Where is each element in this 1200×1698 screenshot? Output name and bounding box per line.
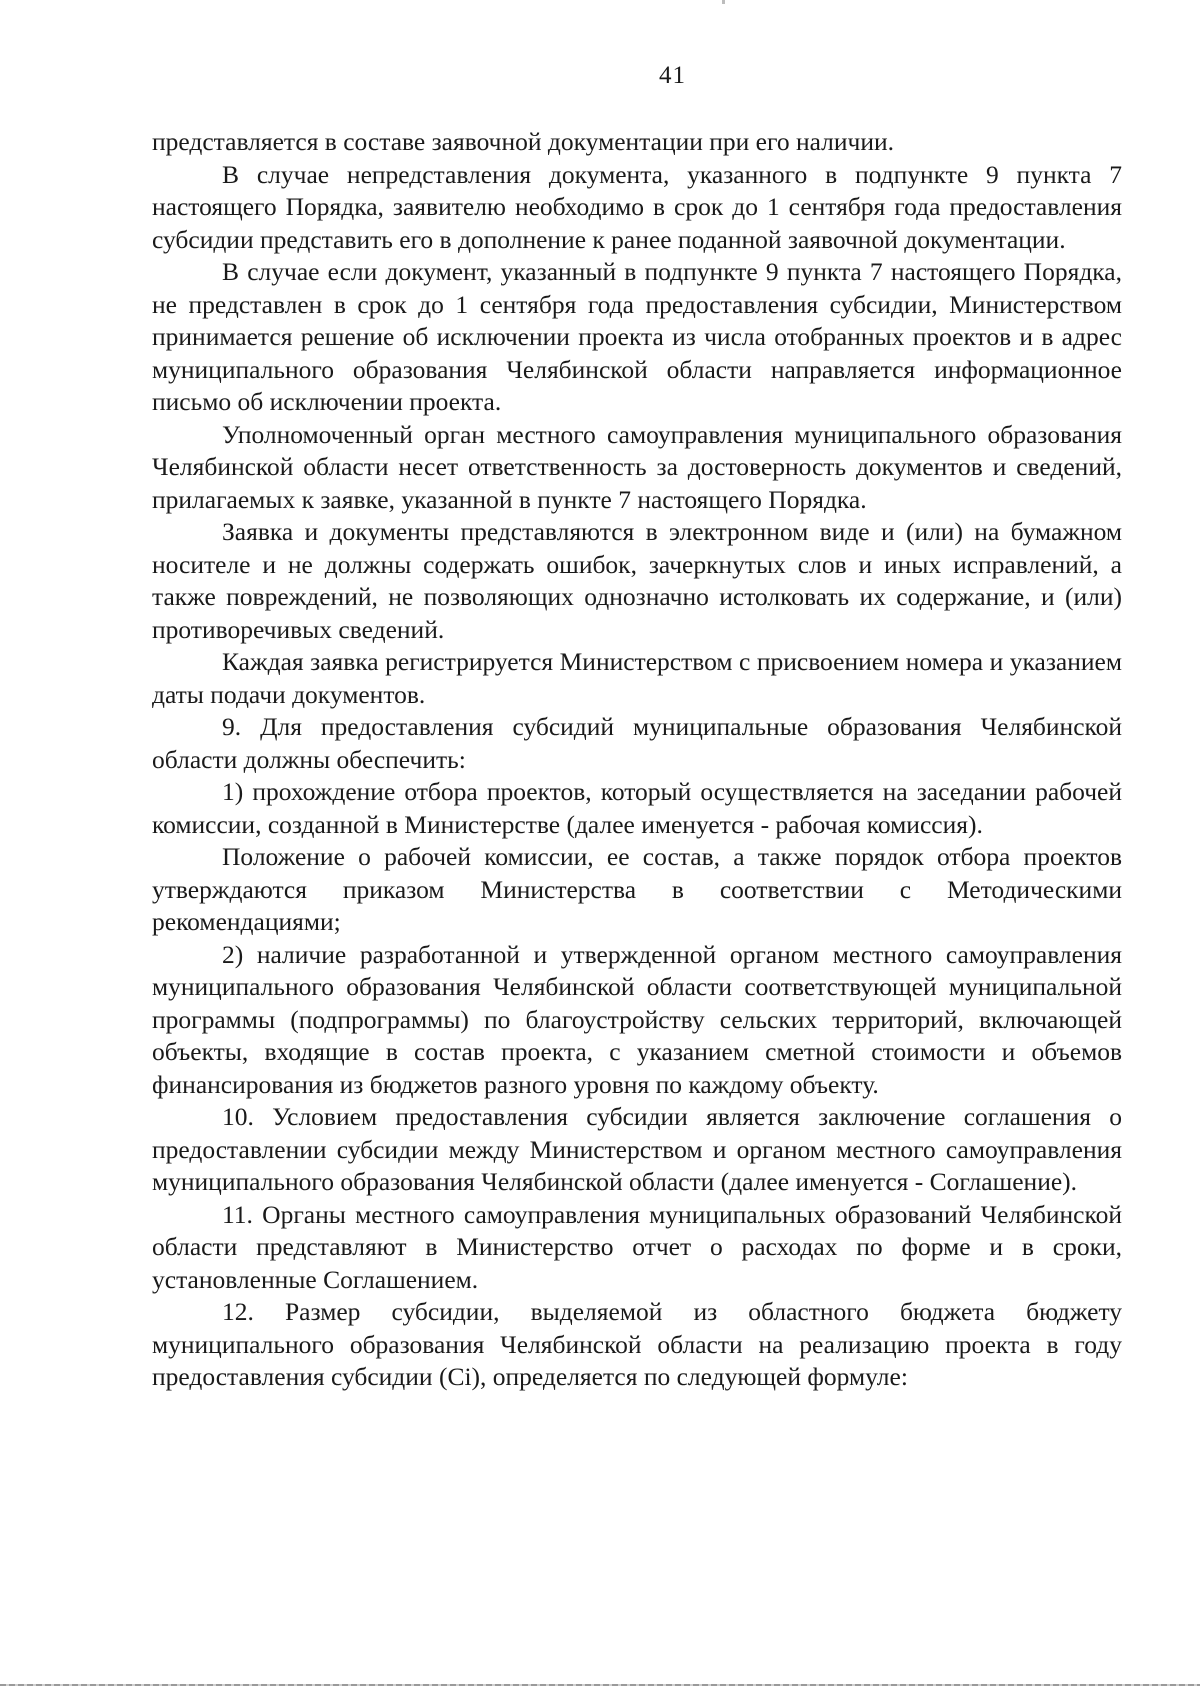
page-number: 41: [659, 62, 686, 89]
paragraph-commission-regulation: Положение о рабочей комиссии, ее состав, а также порядок отбора проектов утверждаются приказом Министерства в соответствии с Методическими рекомендациями;: [152, 842, 1122, 936]
document-body: [152, 126, 1122, 1394]
paragraph-clause-9-item-2: 2) наличие разработанной и утвержденной органом местного самоуправления муниципального образования Челябинской области соответствующей муниципальной программы (подпрограммы) по благоустройству сельских территорий, включающей объекты, входящие в состав проекта, с указанием сметной стоимости и объемов финансирования из бюджетов разного уровня по каждому объекту.: [152, 939, 1122, 1099]
paragraph-registration: Каждая заявка регистрируется Министерством с присвоением номера и указанием даты подачи документов.: [152, 647, 1122, 709]
scan-mark: [722, 0, 725, 4]
paragraph-missing-document: В случае непредставления документа, указанного в подпункте 9 пункта 7 настоящего Порядка, заявителю необходимо в срок до 1 сентября года предоставления субсидии представить его в дополнение к ранее поданной заявочной документации.: [152, 159, 1122, 254]
paragraph-clause-9: 9. Для предоставления субсидий муниципальные образования Челябинской области должны обеспечить:: [152, 712, 1122, 774]
paragraph-exclusion: В случае если документ, указанный в подпункте 9 пункта 7 настоящего Порядка, не представлен в срок до 1 сентября года предоставления субсидии, Министерством принимается решение об исключении проекта из числа отобранных проектов и в адрес муниципального образования Челябинской области направляется информационное письмо об исключении проекта.: [152, 257, 1122, 416]
paragraph-continuation: представляется в составе заявочной документации при его наличии.: [152, 127, 895, 156]
paragraph-clause-11: 11. Органы местного самоуправления муниципальных образований Челябинской области представляют в Министерство отчет о расходах по форме и в сроки, установленные Соглашением.: [152, 1199, 1122, 1294]
paragraph-clause-9-item-1: 1) прохождение отбора проектов, который осуществляется на заседании рабочей комиссии, созданной в Министерстве (далее именуется - рабочая комиссия).: [152, 777, 1122, 839]
paragraph-clause-10: 10. Условием предоставления субсидии является заключение соглашения о предоставлении субсидии между Министерством и органом местного самоуправления муниципального образования Челябинской области (далее именуется - Соглашение).: [152, 1102, 1122, 1196]
paragraph-submission-format: Заявка и документы представляются в электронном виде и (или) на бумажном носителе и не должны содержать ошибок, зачеркнутых слов и иных исправлений, а также повреждений, не позволяющих однозначно истолковать их содержание, и (или) противоречивых сведений.: [152, 517, 1122, 644]
paragraph-clause-12: 12. Размер субсидии, выделяемой из областного бюджета бюджету муниципального образования Челябинской области на реализацию проекта в году предоставления субсидии (Ci), определяется по следующей формуле:: [152, 1297, 1122, 1391]
paragraph-responsibility: Уполномоченный орган местного самоуправления муниципального образования Челябинской области несет ответственность за достоверность документов и сведений, прилагаемых к заявке, указанной в пункте 7 настоящего Порядка.: [152, 419, 1122, 514]
scan-edge-line: [0, 1684, 1200, 1686]
